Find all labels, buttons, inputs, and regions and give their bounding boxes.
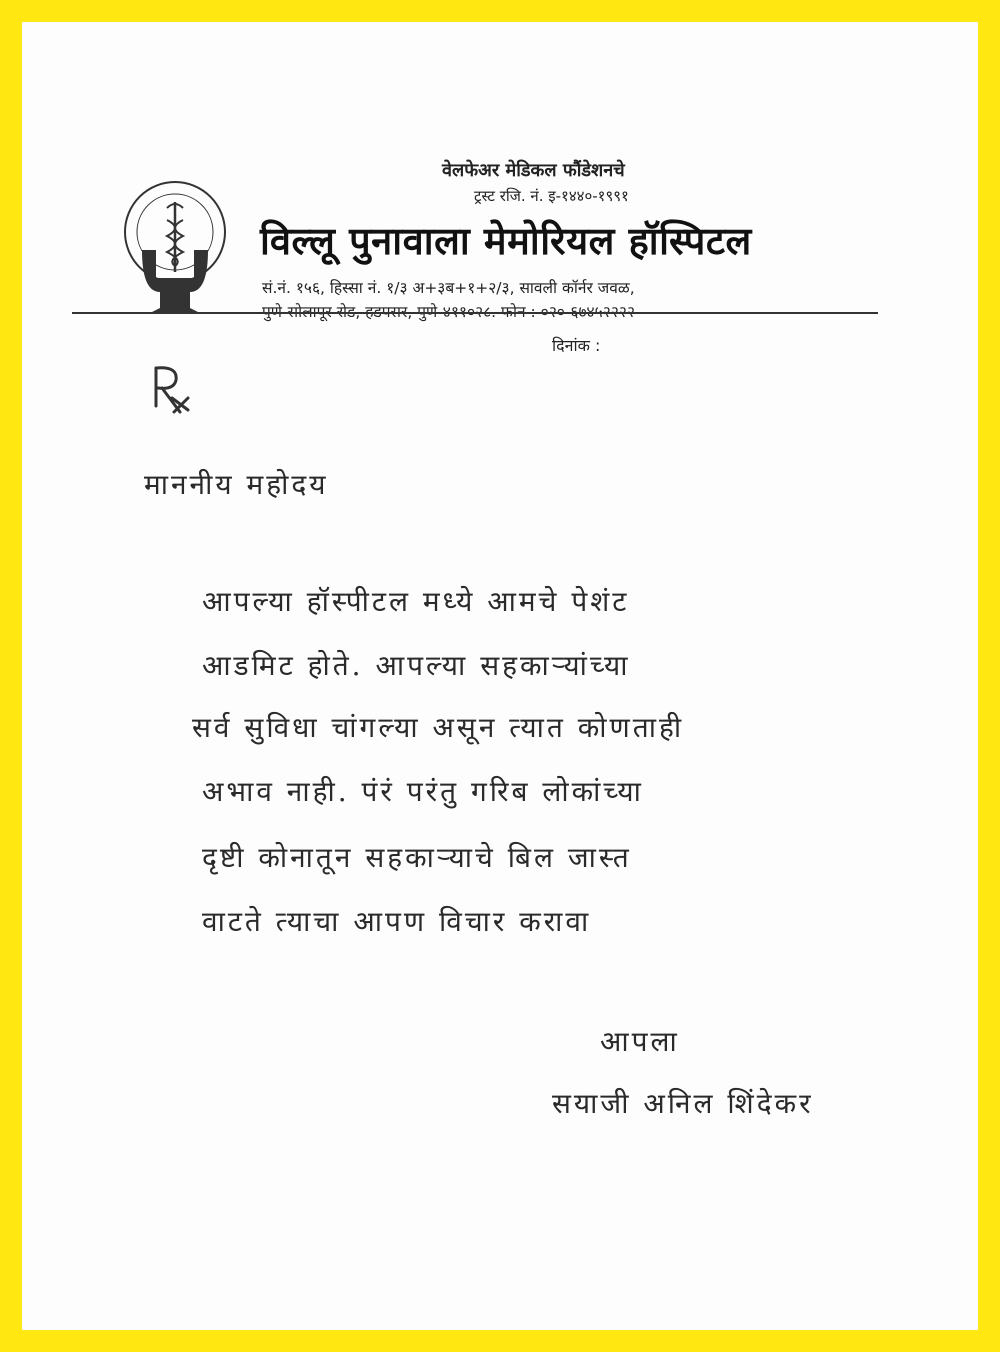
foundation-logo (120, 180, 230, 320)
hospital-name: विल्लू पुनावाला मेमोरियल हॉस्पिटल (260, 219, 752, 263)
foundation-name: वेलफेअर मेडिकल फौंडेशनचे (442, 160, 625, 181)
body-line: सर्व सुविधा चांगल्या असून त्यात कोणताही (192, 711, 685, 744)
address-line-2: पुणे-सोलापूर रोड, हडपसर, पुणे-४११०२८. फोन : ०२०-६७४५२२२२ (262, 303, 635, 321)
body-line: आडमिट होते. आपल्या सहकाऱ्यांच्या (202, 649, 631, 682)
rx-symbol-icon (142, 362, 202, 418)
salutation: माननीय महोदय (144, 468, 329, 501)
address-line-1: सं.नं. १५६, हिस्सा नं. १/३ अ+३ब+१+२/३, सावली कॉर्नर जवळ, (262, 279, 635, 297)
body-line: वाटते त्याचा आपण विचार करावा (202, 905, 592, 938)
letter-page (22, 22, 978, 1330)
date-label: दिनांक : (552, 336, 601, 355)
body-line: अभाव नाही. पंरं परंतु गरिब लोकांच्या (202, 775, 644, 808)
header-divider (72, 312, 878, 314)
signature: सयाजी अनिल शिंदेकर (552, 1087, 814, 1120)
body-line: आपल्या हॉस्पीटल मध्ये आमचे पेशंट (202, 585, 630, 618)
body-line: दृष्टी कोनातून सहकाऱ्याचे बिल जास्त (202, 841, 632, 874)
closing: आपला (600, 1025, 680, 1058)
trust-registration: ट्रस्ट रजि. नं. इ-१४४०-१९९१ (474, 187, 629, 205)
